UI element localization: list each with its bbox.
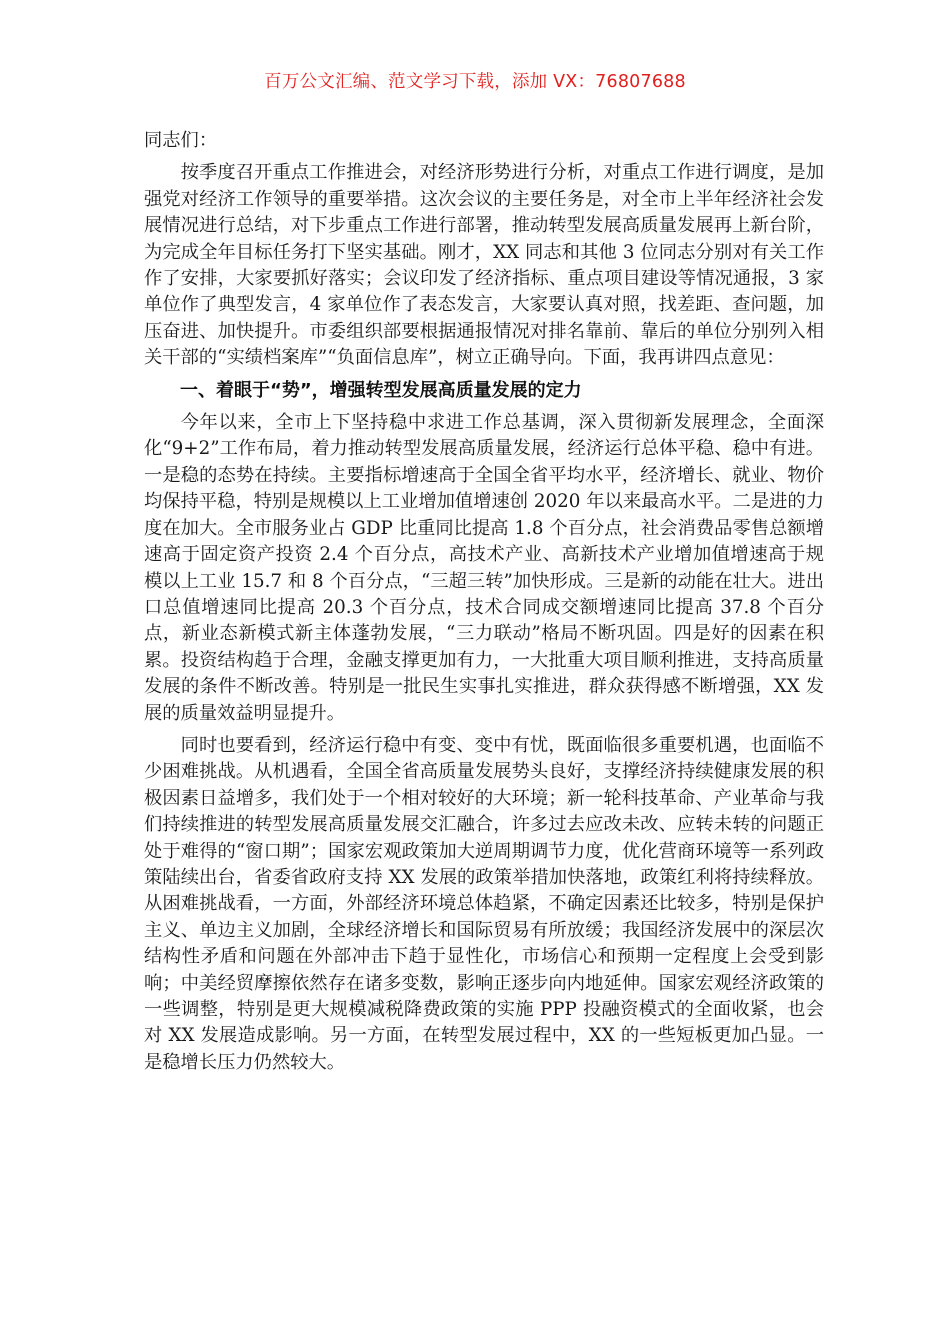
section-heading: 一、着眼于“势”，增强转型发展高质量发展的定力 — [180, 379, 582, 401]
intro-paragraph: 按季度召开重点工作推进会，对经济形势进行分析，对重点工作进行调度，是加强党对经济工作领导的重要举措。这次会议的主要任务是，对全市上半年经济社会发展情况进行总结，对下步重点工作进行部署，推动转型发展高质量发展再上新台阶，为完成全年目标任务打下坚实基础。刚才，XX 同志和其他 3 位同志分别对有关工作作了安排，大家要抓好落实；会议印发了经济指标、重点项目建设等情况通报，3 家单位作了典型发言，4 家单位作了表态发言，大家要认真对照，找差距、查问题，加压奋进、加快提升。市委组织部要根据通报情况对排名靠前、靠后的单位分别列入相关干部的“实绩档案库”“负面信息库”，树立正确导向。下面，我再讲四点意见： — [144, 162, 824, 369]
body-paragraph: 今年以来，全市上下坚持稳中求进工作总基调，深入贯彻新发展理念，全面深化“9+2”工作布局，着力推动转型发展高质量发展，经济运行总体平稳、稳中有进。一是稳的态势在持续。主要指标增速高于全国全省平均水平，经济增长、就业、物价均保持平稳，特别是规模以上工业增加值增速创 2020 年以来最高水平。二是进的力度在加大。全市服务业占 GDP 比重同比提高 1.8 个百分点，社会消费品零售总额增速高于固定资产投资 2.4 个百分点，高技术产业、高新技术产业增加值增速高于规模以上工业 15.7 和 8 个百分点，“三超三转”加快形成。三是新的动能在壮大。进出口总值增速同比提高 20.3 个百分点，技术合同成交额增速同比提高 37.8 个百分点，新业态新模式新主体蓬勃发展，“三力联动”格局不断巩固。四是好的因素在积累。投资结构趋于合理，金融支撑更加有力，一大批重大项目顺利推进，支持高质量发展的条件不断改善。特别是一批民生实事扎实推进，群众获得感不断增强，XX 发展的质量效益明显提升。 — [144, 412, 824, 724]
body-paragraph: 同时也要看到，经济运行稳中有变、变中有忧，既面临很多重要机遇，也面临不少困难挑战。从机遇看，全国全省高质量发展势头良好，支撑经济持续健康发展的积极因素日益增多，我们处于一个相对较好的大环境；新一轮科技革命、产业革命与我们持续推进的转型发展高质量发展交汇融合，许多过去应改未改、应转未转的问题正处于难得的“窗口期”；国家宏观政策加大逆周期调节力度，优化营商环境等一系列政策陆续出台，省委省政府支持 XX 发展的政策举措加快落地，政策红利将持续释放。从困难挑战看，一方面，外部经济环境总体趋紧，不确定因素还比较多，特别是保护主义、单边主义加剧，全球经济增长和国际贸易有所放缓；我国经济发展中的深层次结构性矛盾和问题在外部冲击下趋于显性化，市场信心和预期一定程度上会受到影响；中美经贸摩擦依然存在诸多变数，影响正逐步向内地延伸。国家宏观经济政策的一些调整，特别是更大规模减税降费政策的实施 PPP 投融资模式的全面收紧，也会对 XX 发展造成影响。另一方面，在转型发展过程中，XX 的一些短板更加凸显。一是稳增长压力仍然较大。 — [144, 734, 824, 1073]
salutation: 同志们： — [144, 130, 218, 151]
document-body — [144, 128, 824, 1082]
promo-banner: 百万公文汇编、范文学习下载，添加 VX：76807688 — [264, 72, 686, 92]
